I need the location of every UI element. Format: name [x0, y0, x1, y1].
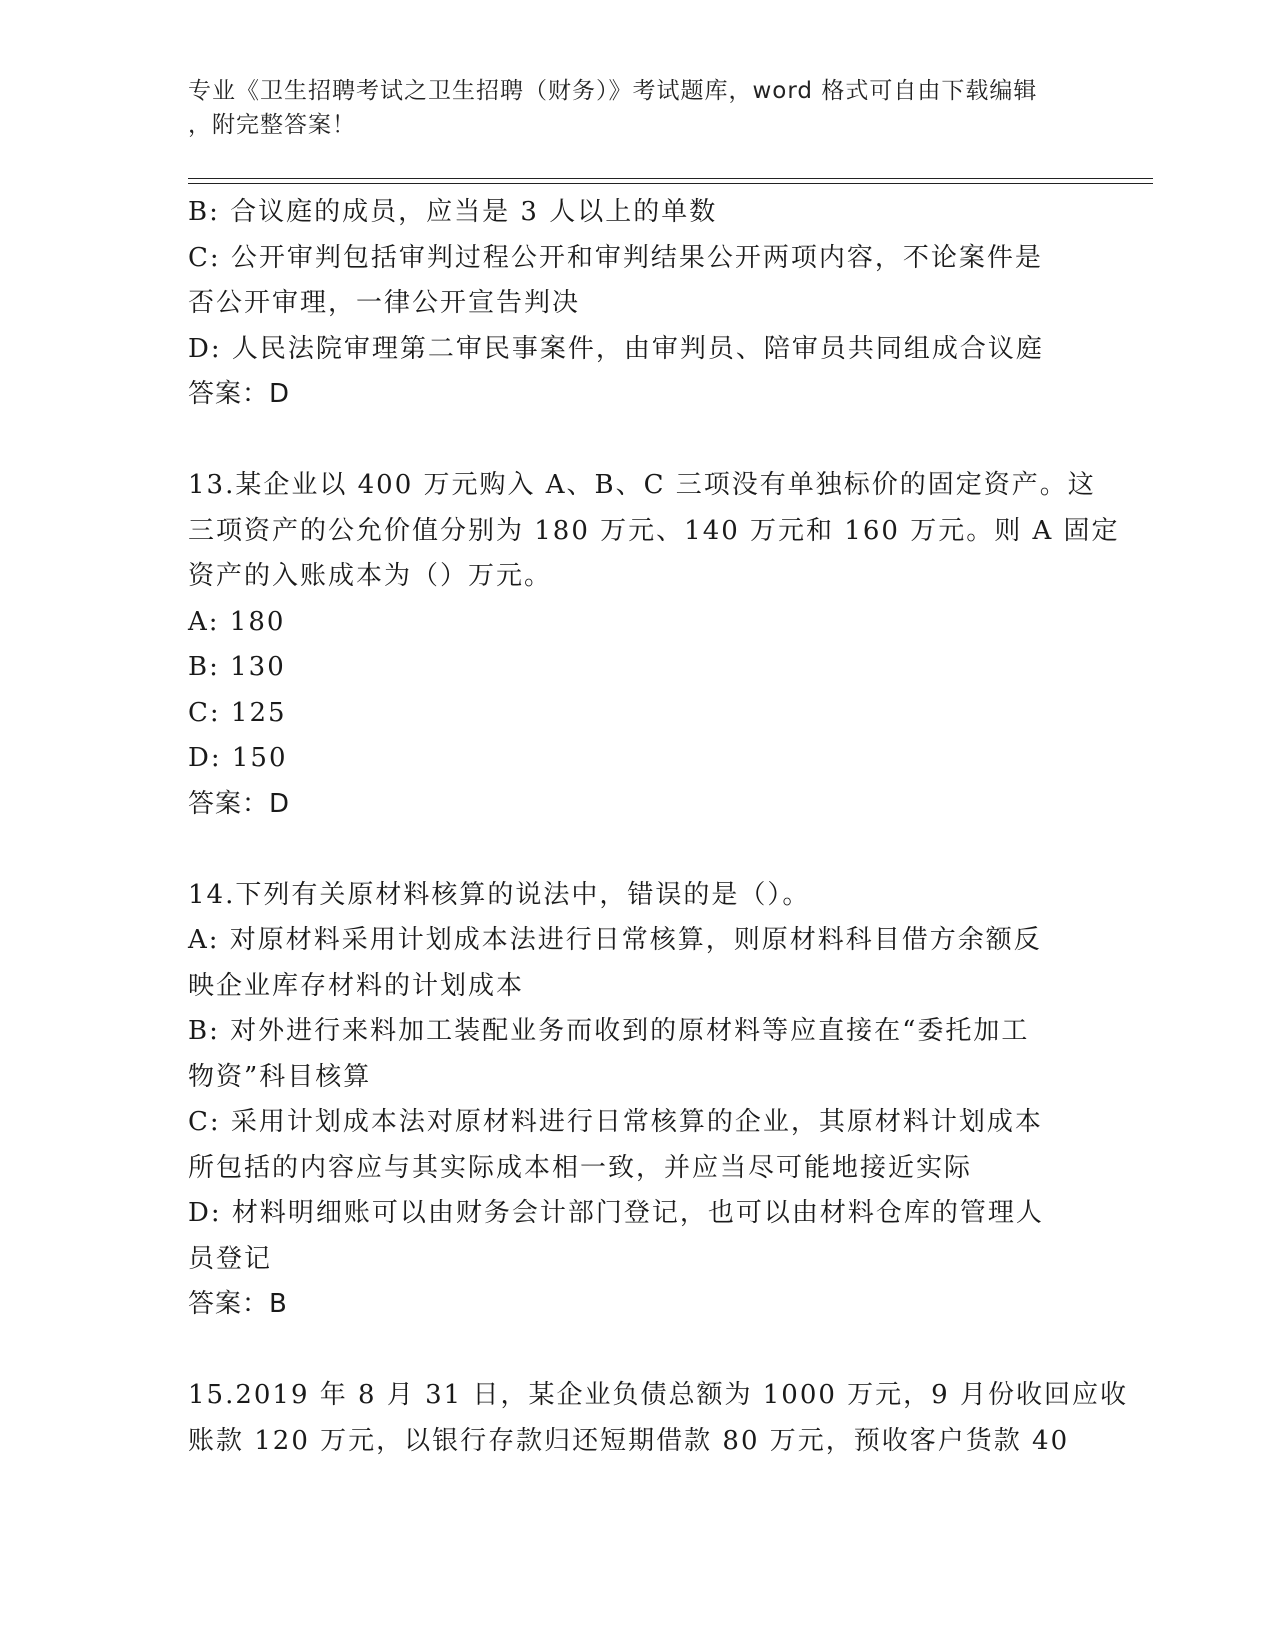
header-line-1: 专业《卫生招聘考试之卫生招聘（财务）》考试题库，word 格式可自由下载编辑 [188, 78, 1038, 104]
q12-option-c-line1: C: 公开审判包括审判过程公开和审判结果公开两项内容，不论案件是 [188, 242, 1043, 273]
q14-option-c-line2: 所包括的内容应与其实际成本相一致，并应当尽可能地接近实际 [188, 1152, 973, 1183]
q13-stem-line2: 三项资产的公允价值分别为 180 万元、140 万元和 160 万元。则 A 固定 [188, 515, 1120, 546]
spacer [188, 1328, 1088, 1374]
q12-option-d: D: 人民法院审理第二审民事案件，由审判员、陪审员共同组成合议庭 [188, 333, 1044, 364]
q13-stem-line3: 资产的入账成本为（）万元。 [188, 561, 553, 591]
q13-option-c: C: 125 [188, 697, 287, 728]
spacer [188, 827, 1088, 873]
q15-stem-line2: 账款 120 万元，以银行存款归还短期借款 80 万元，预收客户货款 40 [188, 1425, 1070, 1456]
q14-option-a-line1: A: 对原材料采用计划成本法进行日常核算，则原材料科目借方余额反 [188, 925, 1042, 955]
q13-option-d: D: 150 [188, 743, 288, 773]
q14-option-b-line1: B: 对外进行来料加工装配业务而收到的原材料等应直接在“委托加工 [188, 1016, 1030, 1046]
header-divider-bottom [188, 183, 1153, 184]
q15-stem-line1: 15.2019 年 8 月 31 日，某企业负债总额为 1000 万元，9 月份收回应收 [188, 1380, 1128, 1410]
q14-answer: 答案：B [188, 1289, 288, 1319]
q14-stem: 14.下列有关原材料核算的说法中，错误的是（）。 [188, 879, 811, 910]
q14-option-b-line2: 物资”科目核算 [188, 1061, 372, 1092]
q13-option-a: A: 180 [188, 606, 286, 637]
q14-option-d-line2: 员登记 [188, 1243, 273, 1274]
q13-answer: 答案：D [188, 788, 291, 819]
spacer [188, 418, 1088, 464]
q13-option-b: B: 130 [188, 652, 286, 682]
q12-option-c-line2: 否公开审理，一律公开宣告判决 [188, 288, 581, 318]
header-line-2: ，附完整答案！ [188, 112, 356, 138]
question-content [188, 190, 1128, 1464]
q14-option-d-line1: D: 材料明细账可以由财务会计部门登记，也可以由材料仓库的管理人 [188, 1198, 1044, 1228]
q14-option-c-line1: C: 采用计划成本法对原材料进行日常核算的企业，其原材料计划成本 [188, 1107, 1043, 1137]
q12-answer: 答案：D [188, 379, 291, 409]
q12-option-b: B: 合议庭的成员，应当是 3 人以上的单数 [188, 197, 718, 227]
q14-option-a-line2: 映企业库存材料的计划成本 [188, 970, 525, 1001]
document-header [188, 74, 1088, 142]
header-divider-top [188, 178, 1153, 179]
q13-stem-line1: 13.某企业以 400 万元购入 A、B、C 三项没有单独标价的固定资产。这 [188, 470, 1096, 500]
